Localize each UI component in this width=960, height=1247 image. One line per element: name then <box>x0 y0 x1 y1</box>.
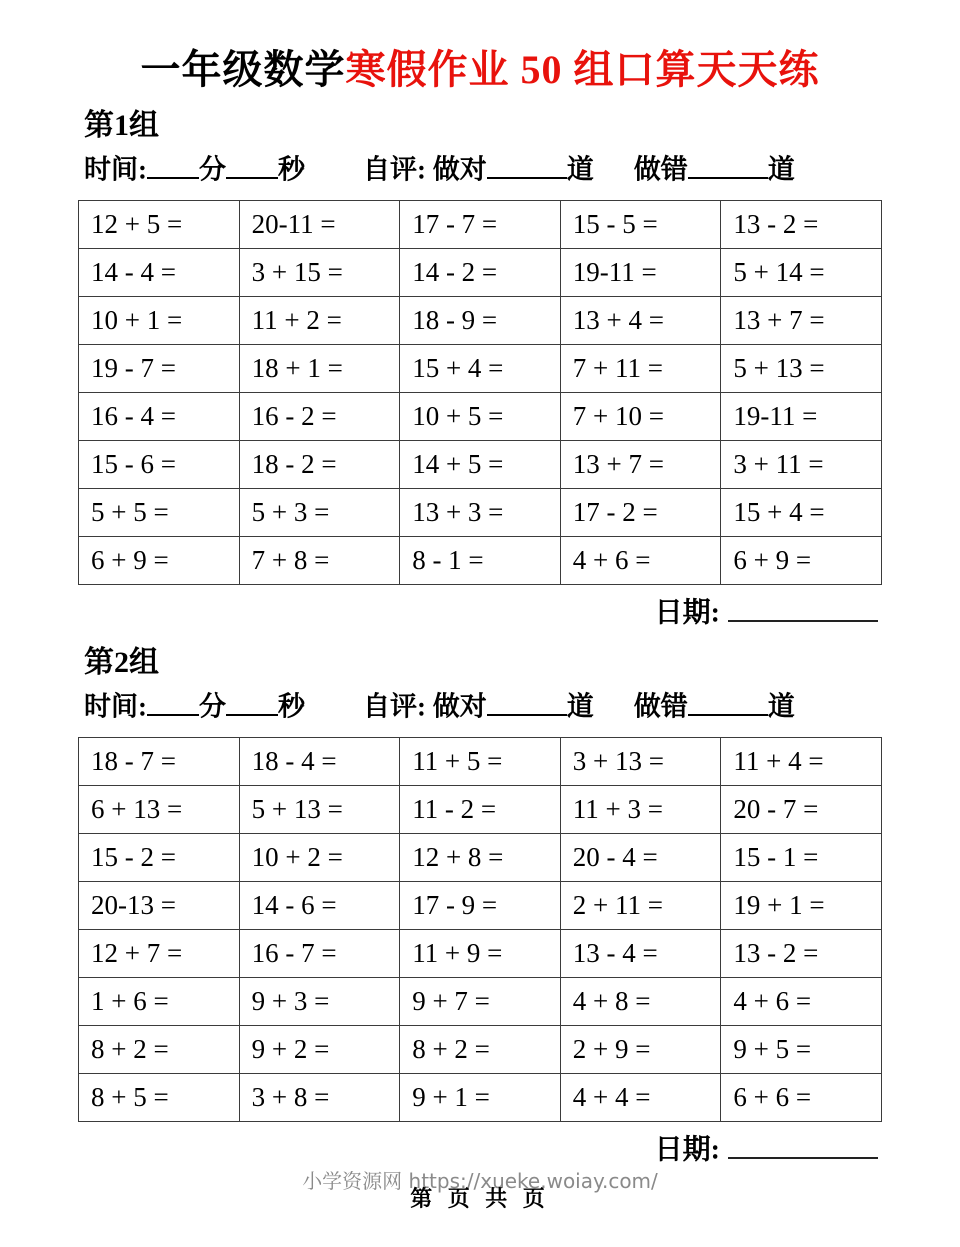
problem-cell: 7 + 8 = <box>239 537 400 585</box>
problem-cell: 19 + 1 = <box>721 882 882 930</box>
problem-cell: 16 - 2 = <box>239 393 400 441</box>
page-title <box>78 46 882 94</box>
problem-cell: 6 + 13 = <box>79 786 240 834</box>
problem-cell: 7 + 11 = <box>560 345 721 393</box>
table-row <box>79 882 882 930</box>
problem-cell: 18 + 1 = <box>239 345 400 393</box>
problem-cell: 9 + 1 = <box>400 1074 561 1122</box>
date-label: 日期: <box>654 597 720 629</box>
problem-cell: 13 + 7 = <box>560 441 721 489</box>
problem-cell: 14 - 2 = <box>400 249 561 297</box>
wrong-count-blank-line <box>688 153 768 179</box>
problem-cell: 7 + 10 = <box>560 393 721 441</box>
problem-table-group-1 <box>78 200 882 585</box>
problem-cell: 4 + 4 = <box>560 1074 721 1122</box>
problem-cell: 10 + 5 = <box>400 393 561 441</box>
problem-cell: 18 - 7 = <box>79 738 240 786</box>
problem-cell: 20 - 7 = <box>721 786 882 834</box>
problem-cell: 13 - 4 = <box>560 930 721 978</box>
table-row <box>79 1026 882 1074</box>
title-black-part: 一年级数学 <box>140 47 346 92</box>
watermark-text: 小学资源网 https://xueke.woiay.com/ <box>302 1168 658 1193</box>
seconds-blank-line <box>226 690 278 716</box>
problem-cell: 11 + 9 = <box>400 930 561 978</box>
problem-cell: 5 + 3 = <box>239 489 400 537</box>
problem-cell: 10 + 2 = <box>239 834 400 882</box>
problem-cell: 15 - 6 = <box>79 441 240 489</box>
self-eval-label: 自评: 做对 <box>363 691 487 722</box>
problem-cell: 11 + 2 = <box>239 297 400 345</box>
group-2-date-line <box>78 1132 878 1168</box>
wrong-count-blank-line <box>688 690 768 716</box>
table-row <box>79 930 882 978</box>
problem-cell: 5 + 13 = <box>239 786 400 834</box>
problem-cell: 19-11 = <box>560 249 721 297</box>
time-label: 时间: <box>84 691 147 722</box>
group-2-meta-line <box>84 690 882 724</box>
correct-count-blank-line <box>487 153 567 179</box>
wrong-label: 做错 <box>633 154 688 185</box>
problem-cell: 13 - 2 = <box>721 201 882 249</box>
problem-cell: 9 + 5 = <box>721 1026 882 1074</box>
table-row <box>79 738 882 786</box>
problem-cell: 18 - 4 = <box>239 738 400 786</box>
problem-cell: 4 + 6 = <box>560 537 721 585</box>
problem-cell: 16 - 4 = <box>79 393 240 441</box>
problem-cell: 8 - 1 = <box>400 537 561 585</box>
problem-cell: 19 - 7 = <box>79 345 240 393</box>
table-row <box>79 297 882 345</box>
page-footer <box>78 1170 882 1211</box>
problem-cell: 11 + 4 = <box>721 738 882 786</box>
problem-cell: 13 + 7 = <box>721 297 882 345</box>
problem-cell: 3 + 11 = <box>721 441 882 489</box>
table-row <box>79 1074 882 1122</box>
problem-cell: 12 + 5 = <box>79 201 240 249</box>
problem-cell: 4 + 8 = <box>560 978 721 1026</box>
problem-cell: 5 + 13 = <box>721 345 882 393</box>
problem-cell: 15 - 1 = <box>721 834 882 882</box>
correct-count-blank-line <box>487 690 567 716</box>
problem-cell: 8 + 2 = <box>79 1026 240 1074</box>
problem-cell: 14 - 4 = <box>79 249 240 297</box>
problem-cell: 20 - 4 = <box>560 834 721 882</box>
problem-cell: 2 + 9 = <box>560 1026 721 1074</box>
minutes-blank-line <box>147 153 199 179</box>
group-1-label: 第1组 <box>84 109 159 142</box>
problem-cell: 8 + 2 = <box>400 1026 561 1074</box>
problem-cell: 13 + 4 = <box>560 297 721 345</box>
problem-cell: 10 + 1 = <box>79 297 240 345</box>
problem-cell: 3 + 13 = <box>560 738 721 786</box>
unit-correct-label: 道 <box>566 154 594 185</box>
problem-cell: 20-11 = <box>239 201 400 249</box>
minute-label: 分 <box>199 154 226 185</box>
date-blank-line <box>728 1132 878 1159</box>
problem-cell: 8 + 5 = <box>79 1074 240 1122</box>
problem-cell: 12 + 7 = <box>79 930 240 978</box>
unit-correct-label: 道 <box>566 691 594 722</box>
problem-cell: 12 + 8 = <box>400 834 561 882</box>
table-row <box>79 489 882 537</box>
problem-cell: 13 + 3 = <box>400 489 561 537</box>
date-blank-line <box>728 595 878 622</box>
problem-cell: 1 + 6 = <box>79 978 240 1026</box>
group-1-meta-line <box>84 153 882 187</box>
table-row <box>79 249 882 297</box>
title-red-part: 寒假作业 50 组口算天天练 <box>345 47 820 92</box>
table-row <box>79 834 882 882</box>
problem-cell: 9 + 2 = <box>239 1026 400 1074</box>
second-label: 秒 <box>278 691 305 722</box>
unit-wrong-label: 道 <box>767 691 795 722</box>
problem-cell: 20-13 = <box>79 882 240 930</box>
problem-cell: 17 - 9 = <box>400 882 561 930</box>
problem-cell: 2 + 11 = <box>560 882 721 930</box>
table-row <box>79 978 882 1026</box>
table-row <box>79 441 882 489</box>
problem-cell: 5 + 5 = <box>79 489 240 537</box>
problem-cell: 9 + 7 = <box>400 978 561 1026</box>
date-label: 日期: <box>654 1134 720 1166</box>
problem-cell: 13 - 2 = <box>721 930 882 978</box>
problem-cell: 15 - 5 = <box>560 201 721 249</box>
problem-cell: 15 - 2 = <box>79 834 240 882</box>
problem-cell: 18 - 2 = <box>239 441 400 489</box>
problem-cell: 15 + 4 = <box>400 345 561 393</box>
problem-cell: 14 + 5 = <box>400 441 561 489</box>
problem-cell: 15 + 4 = <box>721 489 882 537</box>
group-1-date-line <box>78 595 878 631</box>
table-row <box>79 345 882 393</box>
problem-cell: 3 + 8 = <box>239 1074 400 1122</box>
group-2-label: 第2组 <box>84 645 159 679</box>
problem-cell: 6 + 6 = <box>721 1074 882 1122</box>
problem-cell: 11 - 2 = <box>400 786 561 834</box>
problem-cell: 5 + 14 = <box>721 249 882 297</box>
problem-cell: 11 + 5 = <box>400 738 561 786</box>
page-number-line: 第 页 共 页 <box>410 1185 550 1211</box>
problem-cell: 17 - 2 = <box>560 489 721 537</box>
table-row <box>79 393 882 441</box>
problem-cell: 9 + 3 = <box>239 978 400 1026</box>
problem-cell: 14 - 6 = <box>239 882 400 930</box>
problem-cell: 3 + 15 = <box>239 249 400 297</box>
problem-cell: 16 - 7 = <box>239 930 400 978</box>
table-row <box>79 786 882 834</box>
problem-table-group-2 <box>78 737 882 1122</box>
minutes-blank-line <box>147 690 199 716</box>
problem-cell: 17 - 7 = <box>400 201 561 249</box>
wrong-label: 做错 <box>633 691 688 722</box>
seconds-blank-line <box>226 153 278 179</box>
problem-cell: 19-11 = <box>721 393 882 441</box>
table-row <box>79 201 882 249</box>
problem-cell: 6 + 9 = <box>79 537 240 585</box>
unit-wrong-label: 道 <box>767 154 795 185</box>
time-label: 时间: <box>84 154 147 185</box>
second-label: 秒 <box>278 154 305 185</box>
self-eval-label: 自评: 做对 <box>363 154 487 185</box>
problem-cell: 11 + 3 = <box>560 786 721 834</box>
table-row <box>79 537 882 585</box>
problem-cell: 6 + 9 = <box>721 537 882 585</box>
problem-cell: 18 - 9 = <box>400 297 561 345</box>
problem-cell: 4 + 6 = <box>721 978 882 1026</box>
minute-label: 分 <box>199 691 226 722</box>
